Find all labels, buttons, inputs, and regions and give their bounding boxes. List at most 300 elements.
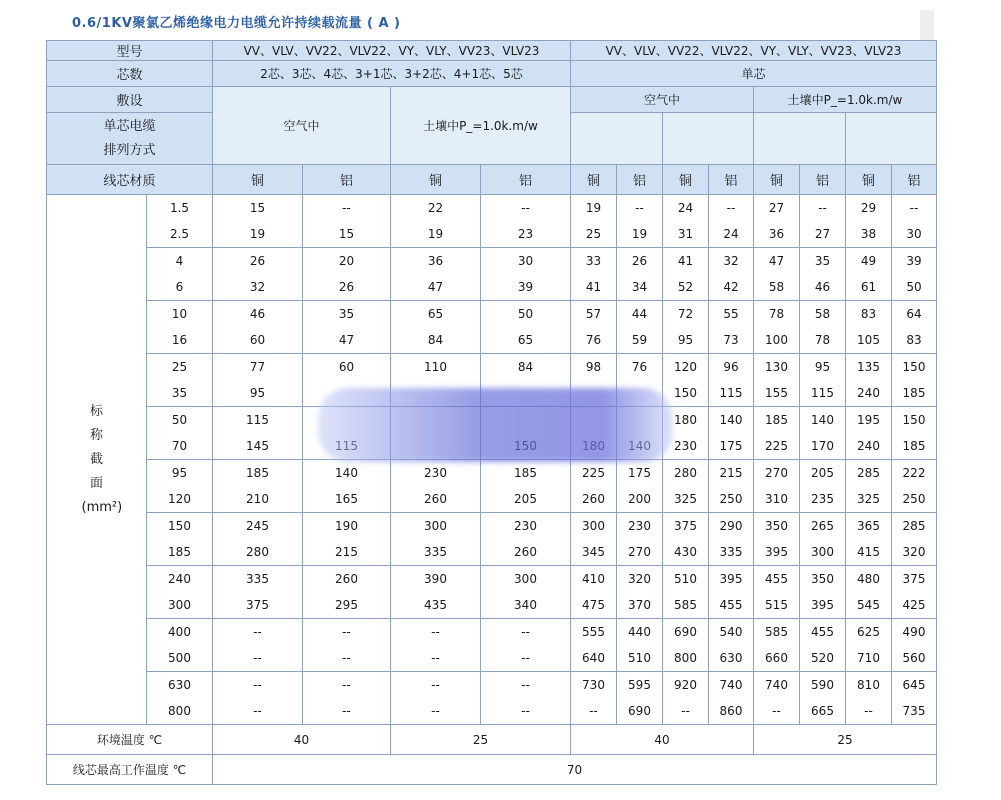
ampacity-value: 230 [514,519,537,533]
ampacity-cell [617,513,663,566]
ampacity-value: 265 [811,519,834,533]
ampacity-cell [754,513,800,566]
ampacity-value: 545 [857,598,880,612]
ampacity-value: 415 [857,545,880,559]
ampacity-cell [391,513,481,566]
cores-right: 单芯 [571,61,937,87]
model-right: VV、VLV、VV22、VLV22、VY、VLY、VV23、VLV23 [571,41,937,61]
ampacity-value: 300 [811,545,834,559]
ampacity-value: 33 [585,254,602,268]
ampacity-cell [754,460,800,513]
ampacity-cell [213,566,303,619]
ampacity-cell [663,301,709,354]
ampacity-value: -- [431,678,440,692]
ampacity-value: 115 [246,413,269,427]
ampacity-cell [571,301,617,354]
ampacity-value: 185 [902,386,926,400]
ampacity-cell [709,513,754,566]
section-values [147,460,213,513]
ampacity-value: 735 [902,704,926,718]
section-value: 16 [171,333,188,347]
ampacity-value: -- [431,651,440,665]
ampacity-cell [481,460,571,513]
ampacity-value: 395 [719,572,743,586]
ampacity-value: 145 [246,439,269,453]
ampacity-cell [846,301,892,354]
ampacity-value: 76 [585,333,602,347]
section-values [147,619,213,672]
ampacity-cell [571,619,617,672]
ampacity-value: 185 [514,466,537,480]
ampacity-value: 345 [582,545,605,559]
table-row [47,672,937,725]
ampacity-value: 250 [902,492,926,506]
ampacity-cell [846,195,892,248]
ampacity-cell [892,513,937,566]
ampacity-value: 61 [860,280,877,294]
ampacity-cell [846,619,892,672]
ampacity-value: -- [342,201,351,215]
ampacity-cell [800,672,846,725]
section-value: 6 [175,280,184,294]
ampacity-value: 630 [719,651,743,665]
section-value: 35 [171,386,188,400]
ampacity-value: 800 [674,651,697,665]
material-copper: 铜 [391,165,481,195]
section-value: 185 [168,545,191,559]
ampacity-value: 320 [628,572,651,586]
ampacity-value: -- [521,678,530,692]
ampacity-value: 585 [674,598,697,612]
ampacity-cell [709,619,754,672]
ampacity-cell [754,248,800,301]
section-value: 300 [168,598,191,612]
laying-soil-multi: 土壤中P_=1.0k.m/w [391,87,571,165]
material-aluminum: 铝 [481,165,571,195]
ampacity-cell [213,195,303,248]
ampacity-value: 135 [857,360,880,374]
ampacity-cell [481,513,571,566]
section-values [147,248,213,301]
ampacity-value: -- [342,651,351,665]
ampacity-value: 27 [768,201,785,215]
ampacity-value: 130 [765,360,788,374]
ampacity-cell [846,566,892,619]
ampacity-value: 350 [811,572,834,586]
ampacity-value: 52 [677,280,694,294]
ampacity-cell [617,566,663,619]
ampacity-value: 285 [857,466,880,480]
section-values [147,407,213,460]
ambient-value: 25 [391,725,571,755]
ampacity-value: 325 [674,492,697,506]
ampacity-value: 595 [628,678,651,692]
ampacity-value: 260 [335,572,358,586]
ampacity-value: 30 [906,227,922,241]
ampacity-value: 150 [902,360,926,374]
ampacity-value: 200 [628,492,651,506]
ampacity-cell [481,301,571,354]
ampacity-value: 35 [338,307,355,321]
ampacity-value: 34 [631,280,648,294]
ampacity-cell [663,195,709,248]
ampacity-cell [892,301,937,354]
ampacity-value: 430 [674,545,697,559]
ampacity-cell [213,301,303,354]
ampacity-cell [663,513,709,566]
ampacity-value: 95 [814,360,831,374]
ampacity-value: 24 [677,201,694,215]
ampacity-value: 560 [902,651,926,665]
ampacity-cell [617,195,663,248]
ampacity-value: 185 [246,466,269,480]
section-value: 150 [168,519,191,533]
ampacity-cell [391,248,481,301]
ampacity-value: 15 [249,201,266,215]
ampacity-value: 625 [857,625,880,639]
ampacity-value: 47 [427,280,444,294]
section-value: 800 [168,704,191,718]
ampacity-value: 84 [517,360,534,374]
ampacity-cell [709,566,754,619]
table-row [47,460,937,513]
ampacity-cell [892,619,937,672]
ampacity-cell [213,460,303,513]
ampacity-value: 320 [902,545,926,559]
ampacity-cell [571,672,617,725]
ampacity-value: -- [342,625,351,639]
ampacity-cell [800,566,846,619]
ampacity-value: 180 [674,413,697,427]
ampacity-value: 280 [246,545,269,559]
ampacity-cell [892,460,937,513]
ampacity-value: 740 [719,678,743,692]
redaction-blur [318,388,673,462]
ampacity-cell [892,407,937,460]
ampacity-value: 240 [857,386,880,400]
ampacity-cell [213,354,303,407]
ampacity-value: 410 [582,572,605,586]
ampacity-value: 44 [631,307,648,321]
material-copper: 铜 [846,165,892,195]
ampacity-value: 140 [335,466,358,480]
ampacity-value: -- [909,201,919,215]
ampacity-value: 690 [674,625,697,639]
ampacity-value: -- [635,201,644,215]
ampacity-value: 455 [765,572,788,586]
ampacity-cell [617,460,663,513]
ampacity-value: 58 [768,280,785,294]
ampacity-value: 15 [338,227,355,241]
ampacity-value: 920 [674,678,697,692]
ampacity-cell [709,195,754,248]
section-values [147,195,213,248]
ampacity-value: 455 [811,625,834,639]
label-max-temp: 线芯最高工作温度 ℃ [47,755,213,785]
ampacity-value: -- [681,704,690,718]
ampacity-value: 425 [902,598,926,612]
ampacity-value: 31 [677,227,694,241]
ampacity-value: 222 [902,466,926,480]
section-value: 95 [171,466,188,480]
ampacity-value: 660 [765,651,788,665]
ampacity-value: 20 [338,254,355,268]
ampacity-cell [892,672,937,725]
ampacity-value: 96 [723,360,739,374]
ampacity-value: 235 [811,492,834,506]
ampacity-value: 435 [424,598,447,612]
ampacity-value: 29 [860,201,877,215]
section-values [147,672,213,725]
ampacity-cell [391,301,481,354]
ampacity-value: 36 [768,227,785,241]
ampacity-value: 290 [719,519,743,533]
ampacity-value: 77 [249,360,266,374]
ampacity-value: 25 [585,227,602,241]
ampacity-value: 50 [517,307,534,321]
material-aluminum: 铝 [617,165,663,195]
ampacity-cell [663,566,709,619]
ampacity-value: 83 [906,333,922,347]
ampacity-cell [663,354,709,407]
laying-soil-single: 土壤中P_=1.0k.m/w [754,87,937,113]
ampacity-value: 58 [814,307,831,321]
ampacity-value: 395 [811,598,834,612]
ampacity-cell [481,566,571,619]
ampacity-value: 41 [677,254,694,268]
ampacity-value: 22 [427,201,444,215]
ampacity-cell [617,619,663,672]
section-value: 10 [171,307,188,321]
ampacity-value: 47 [338,333,355,347]
ampacity-value: 340 [514,598,537,612]
ampacity-value: 310 [765,492,788,506]
section-value: 120 [168,492,191,506]
ampacity-value: 640 [582,651,605,665]
material-copper: 铜 [571,165,617,195]
ampacity-cell [663,460,709,513]
ampacity-value: 95 [249,386,266,400]
section-value: 630 [168,678,191,692]
ampacity-value: -- [431,704,440,718]
ampacity-value: 76 [631,360,648,374]
section-values [147,354,213,407]
ampacity-value: 590 [811,678,834,692]
ampacity-cell [754,354,800,407]
ampacity-cell [846,513,892,566]
arrangement-cell-2 [663,113,754,165]
laying-air-multi: 空气中 [213,87,391,165]
ampacity-cell [800,354,846,407]
ampacity-value: 55 [723,307,739,321]
section-value: 1.5 [169,201,190,215]
ampacity-cell [617,301,663,354]
section-value: 400 [168,625,191,639]
ampacity-value: 65 [427,307,444,321]
ampacity-value: -- [253,678,262,692]
ampacity-value: 150 [902,413,926,427]
cores-left: 2芯、3芯、4芯、3+1芯、3+2芯、4+1芯、5芯 [213,61,571,87]
ampacity-value: 26 [338,280,355,294]
ampacity-cell [391,195,481,248]
ampacity-cell [892,566,937,619]
ampacity-value: 50 [906,280,922,294]
ampacity-cell [303,672,391,725]
max-temp-value: 70 [213,755,937,785]
ampacity-value: 72 [677,307,694,321]
ampacity-value: 520 [811,651,834,665]
ampacity-value: 155 [765,386,788,400]
ampacity-value: 46 [249,307,266,321]
ampacity-value: 140 [811,413,834,427]
ampacity-cell [754,195,800,248]
ampacity-cell [481,672,571,725]
ampacity-value: 83 [860,307,877,321]
ampacity-value: 38 [860,227,877,241]
ampacity-cell [481,248,571,301]
section-value: 500 [168,651,191,665]
ampacity-value: 225 [582,466,605,480]
ampacity-cell [303,513,391,566]
ampacity-value: 230 [424,466,447,480]
ampacity-cell [892,354,937,407]
ampacity-value: -- [253,704,262,718]
ampacity-value: 225 [765,439,788,453]
ampacity-value: 59 [631,333,648,347]
section-value: 70 [171,439,188,453]
ampacity-value: 370 [628,598,651,612]
table-row [47,619,937,672]
ampacity-cell [303,301,391,354]
laying-air-single: 空气中 [571,87,754,113]
ampacity-value: 115 [719,386,743,400]
ampacity-cell [303,248,391,301]
ampacity-value: 64 [906,307,922,321]
ampacity-value: -- [253,625,262,639]
ampacity-value: 65 [517,333,534,347]
ampacity-value: 19 [585,201,602,215]
ampacity-value: 300 [514,572,537,586]
ampacity-value: -- [342,704,351,718]
ampacity-value: 26 [249,254,266,268]
ampacity-value: 540 [719,625,743,639]
label-arrangement: 单芯电缆 排列方式 [47,113,213,165]
ampacity-cell [303,619,391,672]
ampacity-value: 365 [857,519,880,533]
section-values [147,513,213,566]
ampacity-value: 42 [723,280,739,294]
ampacity-value: 84 [427,333,444,347]
label-ambient: 环境温度 ℃ [47,725,213,755]
ampacity-value: -- [521,201,530,215]
material-copper: 铜 [754,165,800,195]
ampacity-value: -- [521,704,530,718]
ampacity-value: 810 [857,678,880,692]
section-label [47,195,147,725]
ampacity-cell [617,672,663,725]
ampacity-value: 245 [246,519,269,533]
ampacity-value: 47 [768,254,785,268]
ampacity-cell [213,513,303,566]
ampacity-value: 35 [814,254,831,268]
ampacity-value: 115 [811,386,834,400]
ampacity-value: 165 [335,492,358,506]
ampacity-value: -- [772,704,781,718]
ampacity-cell [800,195,846,248]
ampacity-value: 350 [765,519,788,533]
ampacity-cell [213,619,303,672]
ampacity-value: 19 [427,227,444,241]
ampacity-value: 39 [517,280,534,294]
ampacity-value: -- [726,201,736,215]
ampacity-value: 170 [811,439,834,453]
ampacity-cell [391,566,481,619]
ampacity-value: 60 [249,333,266,347]
material-copper: 铜 [663,165,709,195]
ampacity-value: 230 [674,439,697,453]
ampacity-value: 270 [628,545,651,559]
ampacity-cell [709,301,754,354]
ampacity-value: 185 [902,439,926,453]
ampacity-value: 285 [902,519,926,533]
ampacity-value: 270 [765,466,788,480]
ampacity-cell [846,407,892,460]
ampacity-value: -- [342,678,351,692]
ampacity-value: -- [589,704,598,718]
ampacity-value: 260 [514,545,537,559]
ampacity-value: 205 [811,466,834,480]
ampacity-cell [709,407,754,460]
ampacity-cell [663,619,709,672]
table-title: 0.6/1KV聚氯乙烯绝缘电力电缆允许持续载流量 ( A ) [72,16,401,31]
section-value: 50 [171,413,188,427]
ampacity-cell [754,619,800,672]
ampacity-value: 19 [631,227,648,241]
ampacity-cell [709,460,754,513]
ampacity-cell [846,354,892,407]
ampacity-cell [892,195,937,248]
ampacity-value: 335 [719,545,743,559]
ampacity-value: 490 [902,625,926,639]
ampacity-value: 280 [674,466,697,480]
ampacity-cell [391,672,481,725]
ampacity-value: 41 [585,280,602,294]
ampacity-value: 390 [424,572,447,586]
ampacity-cell [709,672,754,725]
ampacity-value: 325 [857,492,880,506]
ampacity-value: 60 [338,360,355,374]
label-cores: 芯数 [47,61,213,87]
table-row [47,566,937,619]
ampacity-cell [571,460,617,513]
ampacity-cell [754,672,800,725]
label-material: 线芯材质 [47,165,213,195]
ampacity-cell [303,460,391,513]
section-value: 25 [171,360,188,374]
ampacity-value: 210 [246,492,269,506]
ampacity-cell [303,566,391,619]
ampacity-value: 120 [674,360,697,374]
ampacity-value: 23 [517,227,534,241]
ampacity-value: 95 [677,333,694,347]
ampacity-cell [663,248,709,301]
ampacity-cell [481,195,571,248]
ampacity-value: 215 [335,545,358,559]
ampacity-cell [391,460,481,513]
ampacity-value: 295 [335,598,358,612]
ampacity-value: 395 [765,545,788,559]
ampacity-cell [800,248,846,301]
